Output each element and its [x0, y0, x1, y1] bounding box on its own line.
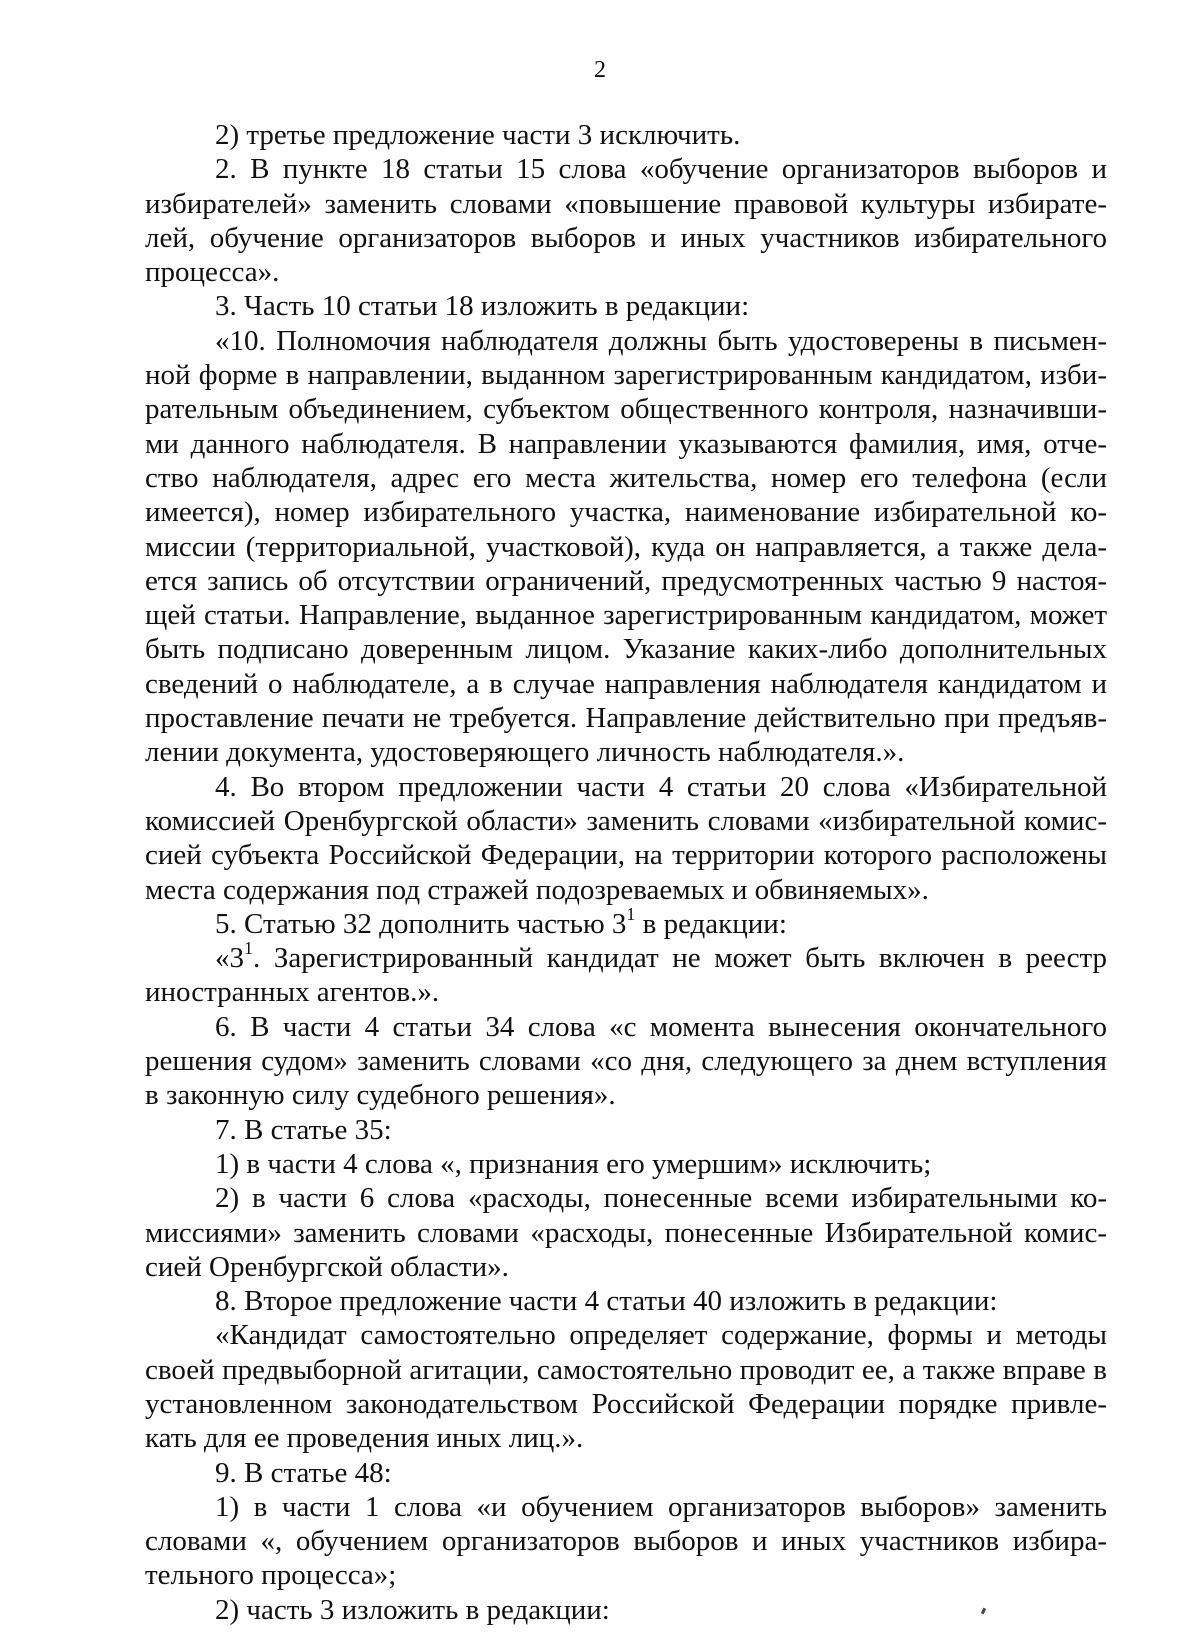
paragraph-text: «3	[215, 942, 244, 975]
paragraph: «10. Полномочия наблюдателя должны быть удостоверены в письменной форме в направлении, выданном зарегистрированным кандидатом, избирательным объединением, субъектом общественного контроля, назначившими данного наблюдателя. В направлении указываются фамилия, имя, отчество наблюдателя, адрес его места жительства, номер его телефона (если имеется), номер избирательного участка, наименование избирательной комиссии (территориальной, участковой), куда он направляется, а также делается запись об отсутствии ограничений, предусмотренных частью 9 настоящей статьи. Направление, выданное зарегистрированным кандидатом, может быть подписано доверенным лицом. Указание каких-либо дополнительных сведений о наблюдателе, а в случае направления наблюдателя кандидатом и проставление печати не требуется. Направление действительно при предъявлении документа, удостоверяющего личность наблюдателя.».	[145, 324, 1107, 769]
paragraph: 2. В пункте 18 статьи 15 слова «обучение организаторов выборов и избирателей» заменить словами «повышение правовой культуры избирателей, обучение организаторов выборов и иных участников избирательного процесса».	[145, 153, 1107, 289]
paragraph: 6. В части 4 статьи 34 слова «с момента вынесения окончательного решения судом» заменить словами «со дня, следующего за днем вступления в законную силу судебного решения».	[145, 1010, 1107, 1112]
paragraph: 2) часть 3 изложить в редакции:	[215, 1593, 610, 1626]
paragraph: «Кандидат самостоятельно определяет содержание, формы и методы своей предвыборной агитации, самостоятельно проводит ее, а также вправе в установленном законодательством Российской Федерации порядке привлекать для ее проведения иных лиц.».	[145, 1319, 1107, 1455]
paragraph: 3. Часть 10 статьи 18 изложить в редакции:	[215, 290, 750, 323]
page-number: 2	[594, 57, 606, 83]
document-body	[145, 118, 1107, 1627]
paragraph: 2) третье предложение части 3 исключить.	[215, 119, 741, 151]
paragraph: 7. В статье 35:	[215, 1113, 392, 1146]
paragraph: 1) в части 1 слова «и обучением организаторов выборов» заменить словами «, обучением организаторов выборов и иных участников избирательного процесса»;	[145, 1490, 1107, 1592]
paragraph: 1) в части 4 слова «, признания его умершим» исключить;	[215, 1147, 932, 1180]
paragraph-text: . Зарегистрированный кандидат не может быть включен в реестр иностранных агентов.».	[145, 942, 1107, 1009]
paragraph	[145, 904, 1107, 941]
paragraph	[145, 938, 1107, 1010]
superscript: 1	[244, 938, 253, 959]
paragraph: 8. Второе предложение части 4 статьи 40 изложить в редакции:	[215, 1285, 998, 1318]
superscript: 1	[626, 904, 636, 925]
paragraph: 4. Во втором предложении части 4 статьи 20 слова «Избирательной комиссией Оренбургской области» заменить словами «избирательной комиссией субъекта Российской Федерации, на территории которого расположены места содержания под стражей подозреваемых и обвиняемых».	[145, 770, 1107, 906]
paragraph: 2) в части 6 слова «расходы, понесенные всеми избирательными комиссиями» заменить словами «расходы, понесенные Избирательной комиссией Оренбургской области».	[145, 1182, 1107, 1283]
paragraph: 9. В статье 48:	[215, 1456, 392, 1489]
paragraph-text: 5. Статью 32 дополнить частью 3	[215, 907, 627, 940]
paragraph-text: в редакции:	[635, 907, 787, 940]
